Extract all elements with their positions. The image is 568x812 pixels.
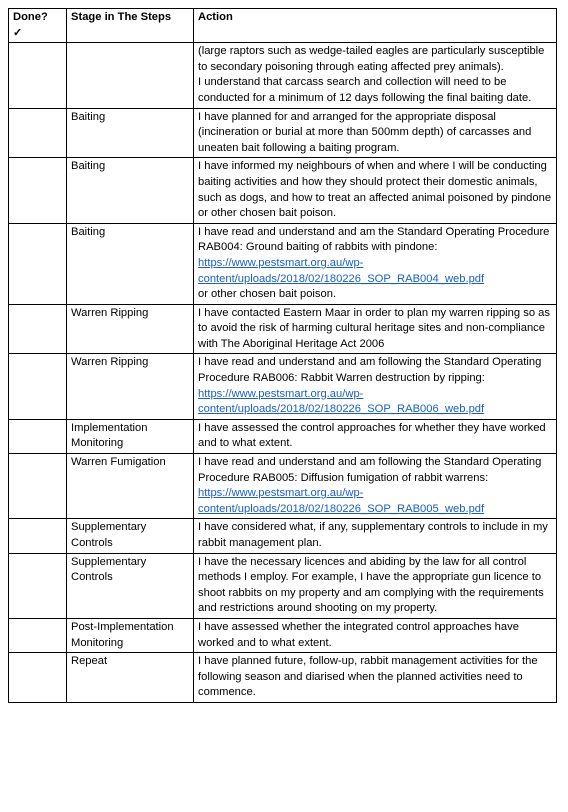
action-text: I have read and understand and am the Standard Operating Procedure RAB004: Ground baiting of rabbits with pindone:	[198, 225, 550, 254]
sop-link[interactable]: https://www.pestsmart.org.au/wp-content/uploads/2018/02/180226_SOP_RAB004_web.pdf	[198, 256, 485, 285]
table-row	[9, 519, 557, 553]
header-row	[9, 9, 557, 43]
action-text: I have assessed the control approaches for whether they have worked and to what extent.	[198, 421, 546, 450]
action-text: I have contacted Eastern Maar in order to plan my warren ripping so as to avoid the risk of harming cultural heritage sites and non-compliance with The Aboriginal Heritage Act 2006	[198, 306, 550, 350]
stage-cell: Warren Ripping	[67, 304, 194, 354]
sop-link[interactable]: https://www.pestsmart.org.au/wp-content/uploads/2018/02/180226_SOP_RAB005_web.pdf	[198, 487, 485, 515]
action-cell	[194, 354, 557, 419]
table-row	[9, 653, 557, 703]
table-row	[9, 354, 557, 419]
action-cell	[194, 454, 557, 519]
action-text: I understand that carcass search and collection will need to be conducted for a minimum of 12 days following the final baiting date.	[198, 76, 532, 104]
action-cell	[194, 419, 557, 453]
done-checkbox-cell[interactable]	[9, 519, 67, 553]
stage-cell: Warren Fumigation	[67, 454, 194, 519]
done-checkbox-cell[interactable]	[9, 454, 67, 519]
action-tail-text: or other chosen bait poison.	[198, 288, 337, 301]
table-row	[9, 158, 557, 223]
action-text: I have read and understand and am following the Standard Operating Procedure RAB006: Rabbit Warren destruction by ripping:	[198, 356, 542, 385]
table-row	[9, 553, 557, 618]
stage-cell: Post-Implementation Monitoring	[67, 618, 194, 652]
action-cell	[194, 519, 557, 553]
action-cell	[194, 158, 557, 223]
table-row	[9, 454, 557, 519]
stage-cell: Warren Ripping	[67, 354, 194, 419]
action-text: I have planned future, follow-up, rabbit management activities for the following season and diarised when the planned activities need to commence.	[198, 655, 538, 699]
done-checkbox-cell[interactable]	[9, 223, 67, 304]
table-row	[9, 223, 557, 304]
stage-cell: Repeat	[67, 653, 194, 703]
checklist-table	[8, 8, 557, 703]
stage-cell: Baiting	[67, 108, 194, 158]
stage-cell: Baiting	[67, 223, 194, 304]
done-checkbox-cell[interactable]	[9, 553, 67, 618]
done-checkbox-cell[interactable]	[9, 354, 67, 419]
action-cell	[194, 618, 557, 652]
done-checkbox-cell[interactable]	[9, 43, 67, 108]
table-row	[9, 43, 557, 108]
action-cell	[194, 223, 557, 304]
stage-cell: Implementation Monitoring	[67, 419, 194, 453]
table-row	[9, 108, 557, 158]
action-text: I have informed my neighbours of when and where I will be conducting baiting activities and how they should protect their domestic animals, such as dogs, and how to treat an affected animal poisoned by pindone or other chosen bait poison.	[198, 160, 552, 220]
stage-cell: Supplementary Controls	[67, 519, 194, 553]
done-checkbox-cell[interactable]	[9, 158, 67, 223]
done-header-label: Done?	[13, 11, 48, 23]
table-row	[9, 419, 557, 453]
action-cell	[194, 304, 557, 354]
done-checkbox-cell[interactable]	[9, 108, 67, 158]
action-cell	[194, 43, 557, 108]
action-cell	[194, 108, 557, 158]
done-checkbox-cell[interactable]	[9, 419, 67, 453]
action-text: (large raptors such as wedge-tailed eagles are particularly susceptible to secondary poisoning through eating affected prey animals).	[198, 45, 545, 73]
checkmark-icon: ✓	[13, 26, 23, 39]
done-column-header	[9, 9, 67, 43]
stage-cell: Supplementary Controls	[67, 553, 194, 618]
sop-link[interactable]: https://www.pestsmart.org.au/wp-content/uploads/2018/02/180226_SOP_RAB006_web.pdf	[198, 387, 485, 416]
action-text: I have considered what, if any, supplementary controls to include in my rabbit management plan.	[198, 521, 548, 549]
done-checkbox-cell[interactable]	[9, 618, 67, 652]
table-row	[9, 618, 557, 652]
done-checkbox-cell[interactable]	[9, 653, 67, 703]
action-text: I have read and understand and am following the Standard Operating Procedure RAB005: Diffusion fumigation of rabbit warrens:	[198, 456, 542, 484]
table-row	[9, 304, 557, 354]
action-text: I have assessed whether the integrated control approaches have worked and to what extent.	[198, 620, 519, 649]
action-text: I have planned for and arranged for the appropriate disposal (incineration or burial at more than 500mm depth) of carcasses and uneaten bait following a baiting program.	[198, 110, 532, 154]
action-column-header: Action	[194, 9, 557, 43]
stage-column-header: Stage in The Steps	[67, 9, 194, 43]
action-cell	[194, 653, 557, 703]
stage-cell	[67, 43, 194, 108]
stage-cell: Baiting	[67, 158, 194, 223]
action-text: I have the necessary licences and abiding by the law for all control methods I employ. For example, I have the appropriate gun licence to shoot rabbits on my property and am complying with the requirements and restrictions around shooting on my property.	[198, 555, 544, 615]
done-checkbox-cell[interactable]	[9, 304, 67, 354]
action-cell	[194, 553, 557, 618]
